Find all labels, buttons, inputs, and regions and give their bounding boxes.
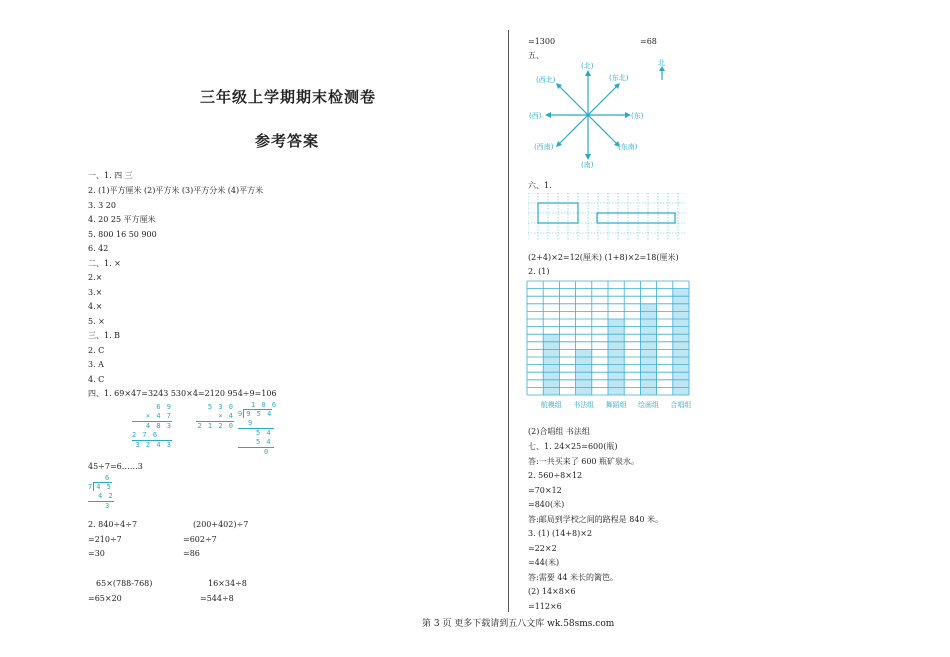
answer-line: 65×(788-768) [96,579,153,588]
calc-divisor: 7 [88,483,94,491]
answer-line: 3. A [88,360,104,369]
answer-line: (2+4)×2=12(厘米) (1+8)×2=18(厘米) [528,253,679,262]
answer-line: (200+402)÷7 [193,520,249,529]
compass-label-northwest: (西北) [536,76,556,84]
answer-line: 45÷7=6……3 [88,462,143,471]
vertical-calc-mult-1 [132,403,172,450]
calc-quotient: 1 0 6 [251,401,278,409]
page-footer: 第 3 页 更多下载请到五八文库 wk.58sms.com [422,619,615,629]
calc-dividend: 9 5 4 [243,409,272,418]
answer-line: 4. C [88,375,105,384]
calc-quotient: 6 [105,474,111,482]
calc-row: 0 [264,448,270,456]
calc-row: 5 3 0 [207,403,234,411]
answer-line: 6. 42 [88,244,109,253]
compass-label-southeast: (东南) [618,143,638,151]
calc-row: 3 [105,502,111,510]
calc-row: 4 8 3 [145,422,172,430]
compass-label-west: (西) [529,112,542,120]
answer-line: =602÷7 [183,535,217,544]
answer-line: 2. (1)平方厘米 (2)平方米 (3)平方分米 (4)平方米 [88,186,264,195]
compass-label-east: (东) [631,112,644,120]
answer-line: 5. 800 16 50 900 [88,230,157,239]
answer-line: =210÷7 [88,535,122,544]
answer-line: =65×20 [88,594,122,603]
calc-row: 4 2 [88,492,114,502]
category-label: 合唱组 [670,401,692,409]
calc-row: 5 4 [256,429,272,437]
answer-line: =1300 [528,37,556,46]
calc-row: × 4 7 [132,412,172,422]
answer-line: 答:一共买来了 600 瓶矿泉水。 [528,457,640,466]
compass-label-south: (南) [581,161,594,169]
section-label: 五、 [528,51,544,60]
answer-line: 2. C [88,346,105,355]
calc-row: 9 [238,419,274,429]
answer-line: =44(米) [528,558,560,567]
answer-line: =68 [640,37,657,46]
calc-row: 6 9 [156,403,172,411]
compass-label-north: (北) [581,62,594,70]
compass-label-southwest: (西南) [534,143,554,151]
answer-line: 答:需要 44 米长的篱笆。 [528,573,618,582]
vertical-calc-mult-2 [196,403,234,431]
bar-chart [524,278,710,418]
compass-label-northeast: (东北) [609,74,629,82]
answer-line: 2.× [88,273,103,282]
answer-line: 七、1. 24×25=600(瓶) [528,442,618,451]
answer-line: 四、1. 69×47=3243 530×4=2120 954÷9=106 [88,389,277,398]
dotted-grid-figure [528,193,688,243]
answer-line: =112×6 [528,602,562,611]
answer-line: =70×12 [528,486,562,495]
calc-row: 2 1 2 0 [197,422,234,430]
answer-line: 2. 840÷4÷7 [88,520,138,529]
answer-line: (2)合唱组 书法组 [528,427,590,436]
answer-line: (2) 14×8×6 [528,587,576,596]
vertical-calc-div-2 [88,474,118,511]
answer-line: 3. 3 20 [88,201,116,210]
calc-row: 2 7 6 [132,431,172,441]
column-divider [508,30,509,612]
answer-line: 2. (1) [528,267,550,276]
answer-line: 5. × [88,317,105,326]
answer-line: 二、1. × [88,259,121,268]
answer-line: 16×34÷8 [208,579,247,588]
answer-line: =22×2 [528,544,557,553]
category-label: 书法组 [573,401,595,409]
category-label: 舞蹈组 [605,401,627,409]
vertical-calc-div-1 [238,401,278,457]
page-title: 三年级上学期期末检测卷 [200,88,377,106]
answer-line: =840(米) [528,500,565,509]
answer-line: 3.× [88,288,103,297]
answer-line: 4.× [88,302,103,311]
section-label: 六、1. [528,181,552,190]
answer-line: 一、1. 四 三 [88,171,133,180]
answer-line: =30 [88,549,105,558]
rectangle-1x8 [597,213,675,223]
category-label: 绘画组 [638,401,659,409]
answer-line: 答:邮局到学校之间的路程是 840 米。 [528,515,664,524]
calc-dividend-row [88,483,118,492]
answer-line: 3. (1) (14+8)×2 [528,529,593,538]
compass-diagram [525,58,695,170]
calc-dividend: 4 5 [93,482,112,491]
page-subtitle: 参考答案 [255,132,320,150]
answer-line: 三、1. B [88,331,121,340]
answer-line: =544÷8 [200,594,234,603]
answer-line: 2. 560÷8×12 [528,471,583,480]
calc-row: 5 4 [238,438,274,448]
category-label: 航模组 [540,401,562,409]
answer-line: 4. 20 25 平方厘米 [88,215,156,224]
north-arrow-label: 北 [658,59,665,67]
calc-divisor: 9 [238,410,244,418]
answer-line: =86 [183,549,200,558]
calc-dividend-row [238,410,278,419]
calc-row: 3 2 4 3 [135,441,172,449]
calc-row: × 4 [196,412,234,422]
